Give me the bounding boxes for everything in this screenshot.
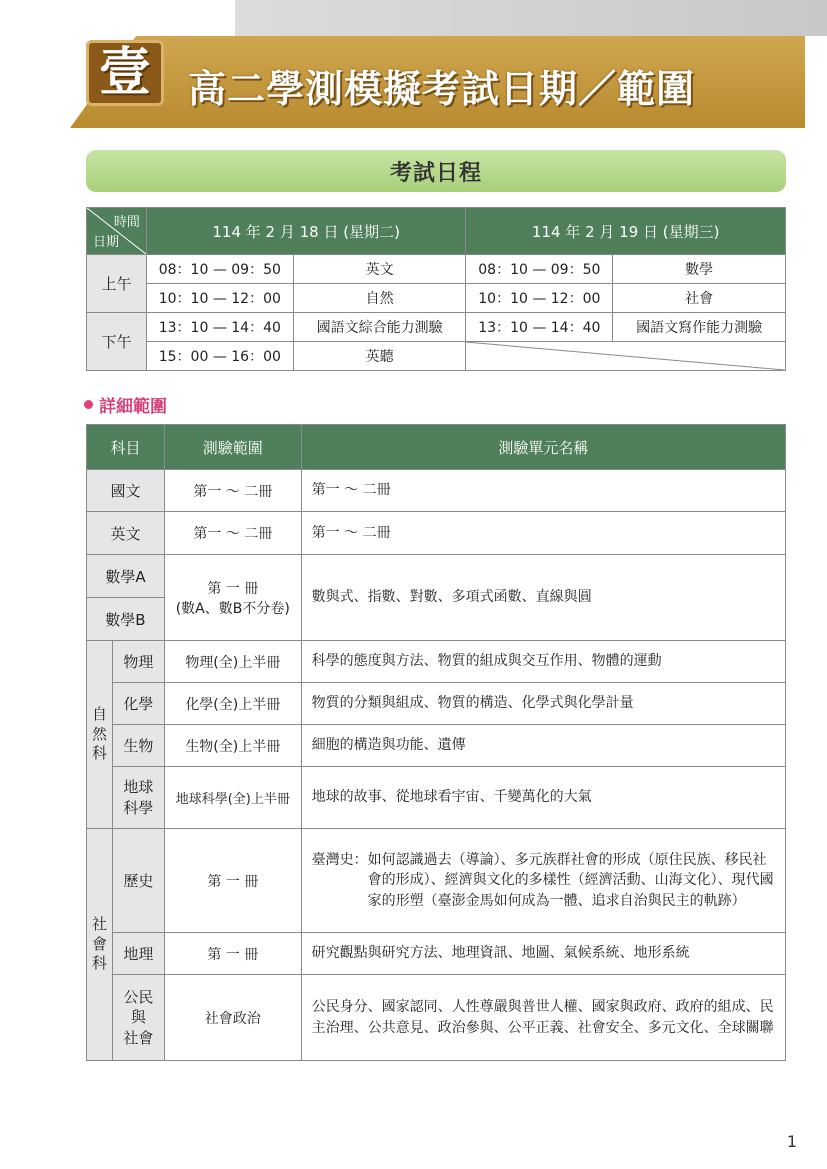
detail-heading [84, 392, 167, 417]
detail-table [86, 424, 786, 1061]
table-row [87, 725, 786, 767]
schedule-day1-header: 114 年 2 月 18 日 (星期二) [146, 208, 466, 255]
subject-english: 英文 [87, 512, 165, 555]
subject-math-b: 數學B [87, 598, 165, 641]
schedule-table [86, 207, 786, 371]
units-math: 數與式、指數、對數、多項式函數、直線與圓 [301, 555, 785, 641]
table-row [87, 975, 786, 1061]
units-english: 第一 ～ 二冊 [301, 512, 785, 555]
subject-history: 歷史 [112, 829, 164, 933]
range-geography: 第 一 冊 [164, 933, 301, 975]
units-chemistry: 物質的分類與組成、物質的構造、化學式與化學計量 [301, 683, 785, 725]
range-history: 第 一 冊 [164, 829, 301, 933]
group-social [87, 829, 113, 1061]
header-grey-strip [235, 0, 827, 36]
subject-biology: 生物 [112, 725, 164, 767]
subject-chemistry: 化學 [112, 683, 164, 725]
units-physics: 科學的態度與方法、物質的組成與交互作用、物體的運動 [301, 641, 785, 683]
subject-earth-line2: 科學 [123, 798, 154, 817]
schedule-time: 13：10 — 14：40 [466, 313, 613, 342]
schedule-time: 10：10 — 12：00 [146, 284, 293, 313]
subject-civics-line3: 社會 [123, 1028, 154, 1047]
morning-label: 上午 [87, 255, 147, 313]
table-row [87, 470, 786, 512]
subject-civics [112, 975, 164, 1061]
bullet-dot-icon [84, 400, 93, 409]
corner-date-label: 日期 [93, 235, 120, 250]
schedule-subject: 英聽 [293, 342, 466, 371]
range-civics: 社會政治 [164, 975, 301, 1061]
schedule-row [87, 255, 786, 284]
range-physics: 物理(全)上半冊 [164, 641, 301, 683]
empty-cell-diagonal [466, 342, 785, 370]
schedule-row [87, 313, 786, 342]
subject-earth-line1: 地球 [123, 778, 154, 797]
group-social-label: 社會科 [91, 915, 107, 973]
subject-physics: 物理 [112, 641, 164, 683]
history-units-block [312, 850, 775, 911]
units-chinese: 第一 ～ 二冊 [301, 470, 785, 512]
subject-civics-line2: 與 [130, 1008, 146, 1027]
subject-geography: 地理 [112, 933, 164, 975]
range-math-line1: 第 一 冊 [207, 580, 259, 597]
units-history [301, 829, 785, 933]
subject-math-a: 數學A [87, 555, 165, 598]
schedule-subject: 社會 [613, 284, 786, 313]
subject-chinese: 國文 [87, 470, 165, 512]
units-earth-science: 地球的故事、從地球看宇宙、千變萬化的大氣 [301, 767, 785, 829]
group-science-label: 自然科 [91, 705, 107, 763]
schedule-time: 13：10 — 14：40 [146, 313, 293, 342]
schedule-empty-cell [466, 342, 786, 371]
units-geography: 研究觀點與研究方法、地理資訊、地圖、氣候系統、地形系統 [301, 933, 785, 975]
units-civics: 公民身分、國家認同、人性尊嚴與普世人權、國家與政府、政府的組成、民主治理、公共意見、政治參與、公平正義、社會安全、多元文化、全球關聯 [301, 975, 785, 1061]
corner-time-label: 時間 [113, 215, 140, 230]
col-units-header: 測驗單元名稱 [301, 425, 785, 470]
col-range-header: 測驗範圍 [164, 425, 301, 470]
range-english: 第一 ～ 二冊 [164, 512, 301, 555]
schedule-subject: 數學 [613, 255, 786, 284]
units-biology: 細胞的構造與功能、遺傳 [301, 725, 785, 767]
history-units-prefix: 臺灣史： [311, 852, 368, 869]
schedule-header-row [87, 208, 786, 255]
schedule-day2-header: 114 年 2 月 19 日 (星期三) [466, 208, 786, 255]
schedule-heading [86, 150, 786, 192]
schedule-heading-text: 考試日程 [389, 160, 482, 186]
table-row [87, 767, 786, 829]
table-row [87, 683, 786, 725]
schedule-time: 08：10 — 09：50 [146, 255, 293, 284]
range-chinese: 第一 ～ 二冊 [164, 470, 301, 512]
table-row [87, 641, 786, 683]
detail-header-row [87, 425, 786, 470]
subject-earth-science [112, 767, 164, 829]
range-chemistry: 化學(全)上半冊 [164, 683, 301, 725]
range-earth-science: 地球科學(全)上半冊 [164, 767, 301, 829]
table-row [87, 829, 786, 933]
schedule-time: 15：00 — 16：00 [146, 342, 293, 371]
range-biology: 生物(全)上半冊 [164, 725, 301, 767]
subject-civics-line1: 公民 [123, 988, 154, 1007]
schedule-row [87, 342, 786, 371]
schedule-subject: 英文 [293, 255, 466, 284]
schedule-row [87, 284, 786, 313]
detail-heading-text: 詳細範圍 [99, 397, 167, 417]
page-title: 高二學測模擬考試日期／範圍 [188, 67, 696, 111]
header-badge-text: 壹 [98, 43, 151, 103]
table-row [87, 555, 786, 598]
schedule-subject: 國語文綜合能力測驗 [293, 313, 466, 342]
range-math-line2: (數A、數B不分卷) [175, 600, 290, 617]
group-science [87, 641, 113, 829]
header-badge [86, 40, 164, 106]
schedule-corner-cell [87, 208, 147, 255]
schedule-subject: 自然 [293, 284, 466, 313]
schedule-time: 08：10 — 09：50 [466, 255, 613, 284]
afternoon-label: 下午 [87, 313, 147, 371]
table-row [87, 512, 786, 555]
schedule-time: 10：10 — 12：00 [466, 284, 613, 313]
col-subject-header: 科目 [87, 425, 165, 470]
range-math [164, 555, 301, 641]
table-row [87, 933, 786, 975]
schedule-subject: 國語文寫作能力測驗 [613, 313, 786, 342]
page-number: 1 [786, 1132, 797, 1151]
history-units-text: 如何認識過去（導論）、多元族群社會的形成（原住民族、移民社會的形成）、經濟與文化的多樣性（經濟活動、山海文化）、現代國家的形塑（臺澎金馬如何成為一體、追求自治與民主的軌跡） [367, 852, 774, 909]
